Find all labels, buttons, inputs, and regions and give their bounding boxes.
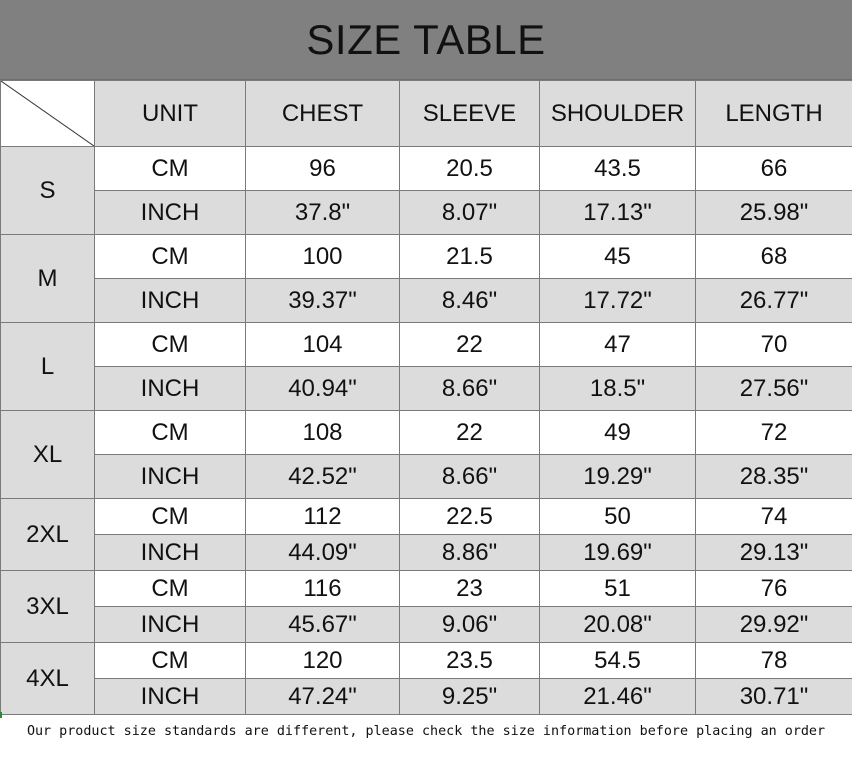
shoulder-cell: 20.08" — [540, 607, 696, 643]
unit-cell: INCH — [95, 535, 246, 571]
shoulder-cell: 54.5 — [540, 643, 696, 679]
shoulder-cell: 51 — [540, 571, 696, 607]
length-cell: 78 — [696, 643, 852, 679]
unit-cell: INCH — [95, 455, 246, 499]
length-cell: 27.56" — [696, 367, 852, 411]
chest-cell: 47.24" — [246, 679, 400, 715]
table-row — [1, 235, 852, 279]
corner-cell — [1, 81, 95, 147]
table-row — [1, 679, 852, 715]
unit-cell: CM — [95, 571, 246, 607]
page-title: SIZE TABLE — [306, 15, 546, 63]
length-cell: 25.98" — [696, 191, 852, 235]
shoulder-cell: 18.5" — [540, 367, 696, 411]
length-cell: 70 — [696, 323, 852, 367]
length-cell: 29.92" — [696, 607, 852, 643]
sleeve-cell: 8.66" — [400, 367, 540, 411]
unit-cell: INCH — [95, 191, 246, 235]
chest-cell: 108 — [246, 411, 400, 455]
chest-cell: 45.67" — [246, 607, 400, 643]
length-cell: 28.35" — [696, 455, 852, 499]
shoulder-cell: 50 — [540, 499, 696, 535]
table-row — [1, 323, 852, 367]
length-cell: 68 — [696, 235, 852, 279]
unit-cell: CM — [95, 147, 246, 191]
chest-cell: 112 — [246, 499, 400, 535]
chest-cell: 100 — [246, 235, 400, 279]
length-cell: 74 — [696, 499, 852, 535]
length-cell: 29.13" — [696, 535, 852, 571]
table-row — [1, 643, 852, 679]
unit-cell: CM — [95, 643, 246, 679]
sleeve-cell: 22 — [400, 411, 540, 455]
unit-cell: CM — [95, 411, 246, 455]
size-label: S — [1, 147, 95, 235]
size-label: XL — [1, 411, 95, 499]
shoulder-cell: 49 — [540, 411, 696, 455]
sleeve-cell: 23 — [400, 571, 540, 607]
length-cell: 76 — [696, 571, 852, 607]
header-chest: CHEST — [246, 81, 400, 147]
chest-cell: 40.94" — [246, 367, 400, 411]
unit-cell: CM — [95, 323, 246, 367]
sleeve-cell: 22.5 — [400, 499, 540, 535]
table-row — [1, 571, 852, 607]
chest-cell: 44.09" — [246, 535, 400, 571]
sleeve-cell: 8.46" — [400, 279, 540, 323]
sleeve-cell: 9.06" — [400, 607, 540, 643]
size-label: L — [1, 323, 95, 411]
table-row — [1, 411, 852, 455]
chest-cell: 120 — [246, 643, 400, 679]
size-label: 2XL — [1, 499, 95, 571]
size-label: M — [1, 235, 95, 323]
sleeve-cell: 8.86" — [400, 535, 540, 571]
shoulder-cell: 17.72" — [540, 279, 696, 323]
table-row — [1, 367, 852, 411]
diagonal-line — [1, 81, 94, 146]
header-shoulder: SHOULDER — [540, 81, 696, 147]
chest-cell: 39.37" — [246, 279, 400, 323]
table-row — [1, 279, 852, 323]
shoulder-cell: 17.13" — [540, 191, 696, 235]
unit-cell: INCH — [95, 679, 246, 715]
sleeve-cell: 20.5 — [400, 147, 540, 191]
table-row — [1, 499, 852, 535]
size-table — [0, 80, 852, 715]
size-label: 3XL — [1, 571, 95, 643]
shoulder-cell: 47 — [540, 323, 696, 367]
header-row — [1, 81, 852, 147]
sleeve-cell: 9.25" — [400, 679, 540, 715]
length-cell: 30.71" — [696, 679, 852, 715]
chest-cell: 37.8" — [246, 191, 400, 235]
chest-cell: 96 — [246, 147, 400, 191]
table-row — [1, 607, 852, 643]
shoulder-cell: 21.46" — [540, 679, 696, 715]
header-unit: UNIT — [95, 81, 246, 147]
sleeve-cell: 8.66" — [400, 455, 540, 499]
title-bar — [0, 0, 852, 80]
shoulder-cell: 45 — [540, 235, 696, 279]
sleeve-cell: 23.5 — [400, 643, 540, 679]
footer-note: Our product size standards are different, please check the size information before placing an order — [26, 724, 826, 739]
chest-cell: 42.52" — [246, 455, 400, 499]
sleeve-cell: 21.5 — [400, 235, 540, 279]
chest-cell: 104 — [246, 323, 400, 367]
table-row — [1, 455, 852, 499]
header-length: LENGTH — [696, 81, 852, 147]
unit-cell: INCH — [95, 607, 246, 643]
unit-cell: INCH — [95, 279, 246, 323]
length-cell: 66 — [696, 147, 852, 191]
sleeve-cell: 22 — [400, 323, 540, 367]
unit-cell: CM — [95, 499, 246, 535]
header-sleeve: SLEEVE — [400, 81, 540, 147]
table-row — [1, 191, 852, 235]
unit-cell: CM — [95, 235, 246, 279]
shoulder-cell: 19.29" — [540, 455, 696, 499]
sleeve-cell: 8.07" — [400, 191, 540, 235]
unit-cell: INCH — [95, 367, 246, 411]
length-cell: 26.77" — [696, 279, 852, 323]
chest-cell: 116 — [246, 571, 400, 607]
length-cell: 72 — [696, 411, 852, 455]
shoulder-cell: 43.5 — [540, 147, 696, 191]
shoulder-cell: 19.69" — [540, 535, 696, 571]
table-row — [1, 535, 852, 571]
table-row — [1, 147, 852, 191]
size-label: 4XL — [1, 643, 95, 715]
